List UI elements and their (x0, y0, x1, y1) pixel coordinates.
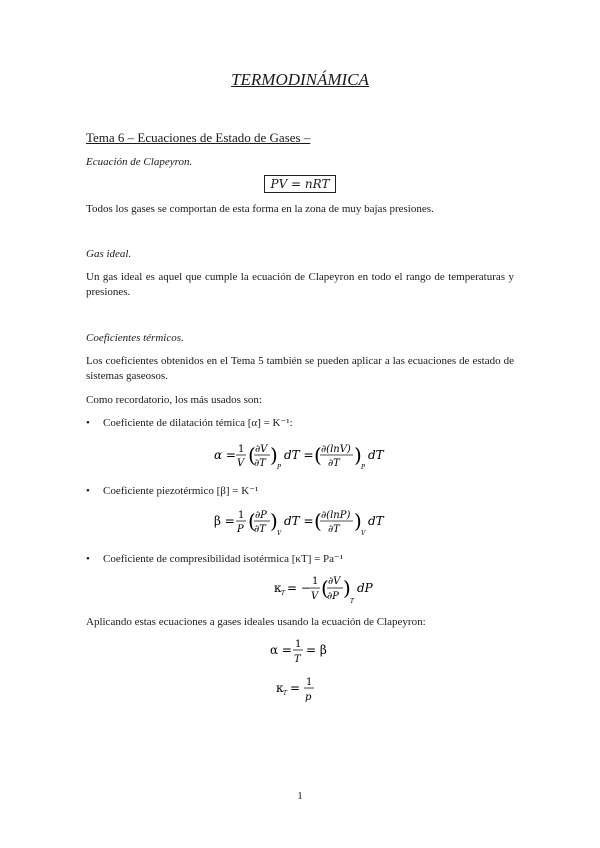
svg-text:P: P (237, 524, 244, 535)
svg-text:(: ( (321, 576, 329, 600)
ideal-gas-text: Un gas ideal es aquel que cumple la ecuación de Clapeyron en todo el rango de temperaturas y presiones. (86, 271, 514, 298)
svg-text:dP: dP (357, 581, 373, 595)
kappa-result-equation (250, 672, 350, 708)
svg-text:1: 1 (238, 510, 245, 521)
reminder-text: Como recordatorio, los más usados son: (86, 394, 262, 406)
svg-text:∂T: ∂T (328, 458, 340, 469)
svg-text:∂T: ∂T (254, 458, 266, 469)
svg-text:dT: dT (368, 514, 384, 528)
svg-text:∂T: ∂T (254, 524, 266, 535)
svg-text:): ) (270, 509, 278, 533)
svg-text:P: P (361, 464, 366, 471)
svg-text:(: ( (314, 443, 322, 467)
alpha-result-equation (250, 634, 350, 670)
svg-text:): ) (354, 443, 362, 467)
bullet-icon: • (86, 417, 90, 429)
svg-text:T: T (283, 690, 288, 697)
svg-text:1: 1 (306, 677, 313, 688)
svg-text:β =: β = (214, 514, 235, 528)
applying-text: Aplicando estas ecuaciones a gases ideales usando la ecuación de Clapeyron: (86, 616, 426, 628)
section-heading: Tema 6 – Ecuaciones de Estado de Gases – (86, 130, 311, 145)
svg-text:∂P: ∂P (327, 591, 339, 602)
svg-text:κ: κ (276, 681, 284, 695)
svg-text:α =: α = (270, 643, 292, 657)
svg-text:∂T: ∂T (328, 524, 340, 535)
bullet-compresibilidad (86, 552, 343, 565)
svg-text:(: ( (248, 443, 256, 467)
thermal-coefficients-subtitle: Coeficientes térmicos. (86, 332, 184, 344)
bullet-label: Coeficiente piezotérmico [β] = K⁻¹ (103, 485, 259, 497)
svg-text:V: V (237, 458, 245, 469)
svg-text:(: ( (314, 509, 322, 533)
svg-text:∂P: ∂P (255, 510, 267, 521)
svg-text:dT =: dT = (284, 514, 314, 528)
svg-text:): ) (270, 443, 278, 467)
clapeyron-equation-wrapper (0, 175, 600, 193)
clapeyron-equation: PV = nRT (264, 175, 337, 193)
svg-text:T: T (350, 598, 355, 605)
svg-text:P: P (277, 464, 282, 471)
kappa-definition-equation (230, 568, 380, 610)
svg-text:∂(lnP): ∂(lnP) (321, 510, 351, 521)
clapeyron-text: Todos los gases se comportan de esta forma en la zona de muy bajas presiones. (86, 203, 434, 215)
bullet-icon: • (86, 553, 90, 565)
svg-text:κ: κ (274, 581, 282, 595)
svg-text:= β: = β (306, 643, 327, 657)
page-number: 1 (297, 790, 303, 802)
bullet-label: Coeficiente de compresibilidad isotérmica [κT] = Pa⁻¹ (103, 553, 344, 565)
beta-definition-equation (200, 502, 400, 542)
svg-text:1: 1 (312, 576, 319, 587)
page-title: TERMODINÁMICA (231, 70, 369, 89)
bullet-dilatacion (86, 416, 293, 429)
svg-text:∂V: ∂V (328, 576, 341, 587)
svg-text:V: V (361, 530, 366, 537)
svg-text:α =: α = (214, 448, 236, 462)
svg-text:): ) (343, 576, 351, 600)
svg-text:dT =: dT = (284, 448, 314, 462)
svg-text:(: ( (248, 509, 256, 533)
thermal-coefficients-text: Los coeficientes obtenidos en el Tema 5 también se pueden aplicar a las ecuaciones de estado de sistemas gaseosos. (86, 355, 514, 382)
svg-text:=: = (290, 681, 301, 695)
svg-text:1: 1 (238, 444, 245, 455)
svg-text:= −: = − (287, 581, 311, 595)
svg-text:1: 1 (295, 639, 302, 650)
bullet-icon: • (86, 485, 90, 497)
svg-text:T: T (294, 654, 301, 665)
svg-text:p: p (305, 692, 312, 703)
svg-text:dT: dT (368, 448, 384, 462)
ideal-gas-subtitle: Gas ideal. (86, 248, 132, 260)
svg-text:V: V (277, 530, 282, 537)
svg-text:T: T (281, 590, 286, 597)
clapeyron-subtitle: Ecuación de Clapeyron. (86, 156, 193, 168)
svg-text:): ) (354, 509, 362, 533)
svg-text:∂V: ∂V (255, 444, 268, 455)
alpha-definition-equation (200, 436, 400, 476)
svg-text:∂(lnV): ∂(lnV) (321, 444, 351, 455)
bullet-piezotermico (86, 484, 258, 497)
svg-text:V: V (311, 591, 319, 602)
bullet-label: Coeficiente de dilatación témica [α] = K⁻¹: (103, 417, 293, 429)
